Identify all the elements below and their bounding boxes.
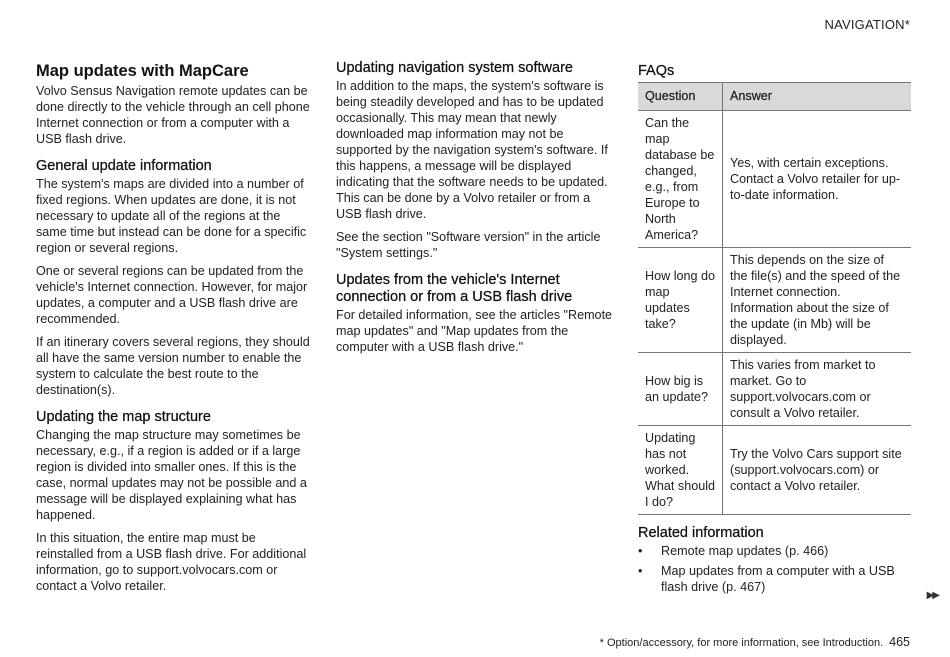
- bullet-icon: •: [638, 544, 643, 558]
- related-link-label: Map updates from a computer with a USB flash drive (p. 467): [661, 564, 895, 594]
- faq-header-question: Question: [638, 83, 723, 111]
- faq-question: How long do map updates take?: [638, 248, 723, 353]
- column-middle: [336, 60, 614, 362]
- faq-question: Can the map database be changed, e.g., from Europe to North America?: [638, 111, 723, 248]
- general-update-heading: General update information: [36, 158, 212, 174]
- column-left: [36, 60, 314, 601]
- software-update-paragraph-2: See the section "Software version" in the article "System settings.": [336, 230, 601, 260]
- intro-paragraph: Volvo Sensus Navigation remote updates can be done directly to the vehicle through an cell phone Internet connection or from a computer with a USB flash drive.: [36, 84, 310, 146]
- page-title: Map updates with MapCare: [36, 62, 249, 80]
- related-links-list: [638, 543, 912, 595]
- faq-question: How big is an update?: [638, 353, 723, 426]
- map-structure-paragraph-2: In this situation, the entire map must be reinstalled from a USB flash drive. For additional information, go to support.volvocars.com or contact a Volvo retailer.: [36, 531, 307, 593]
- related-link-remote-map-updates[interactable]: [638, 543, 912, 559]
- related-information-heading: Related information: [638, 525, 764, 541]
- general-update-paragraph-3: If an itinerary covers several regions, they should all have the same version number to enable the system to calculate the best route to the destination(s).: [36, 335, 310, 397]
- internet-usb-paragraph: For detailed information, see the articles "Remote map updates" and "Map updates from the computer with a USB flash drive.": [336, 308, 613, 354]
- faq-row: [638, 353, 911, 426]
- faq-header-answer: Answer: [723, 83, 912, 111]
- faq-row: [638, 426, 911, 515]
- bullet-icon: •: [638, 564, 643, 578]
- software-update-paragraph-1: In addition to the maps, the system's software is being steadily developed and has to be updated occasionally. This may mean that newly downloaded map information may not be supported by the navigation system's software. If this happens, a message will be displayed indicating that the software needs to be updated. This can be done by a Volvo retailer or from a USB flash drive.: [336, 79, 608, 221]
- related-link-usb-map-updates[interactable]: [638, 563, 912, 595]
- faq-table: [638, 82, 911, 515]
- faq-header-row: [638, 83, 911, 111]
- general-update-paragraph-2: One or several regions can be updated from the vehicle's Internet connection. However, for major updates, a computer and a USB flash drive are recommended.: [36, 264, 308, 326]
- software-update-heading: Updating navigation system software: [336, 60, 573, 76]
- faq-row: [638, 111, 911, 248]
- page-number: 465: [889, 635, 910, 649]
- column-right: [638, 60, 912, 599]
- faq-answer: Yes, with certain exceptions. Contact a Volvo retailer for up-to-date information.: [723, 111, 912, 248]
- faq-answer: Try the Volvo Cars support site (support.volvocars.com) or contact a Volvo retailer.: [723, 426, 912, 515]
- next-page-icon[interactable]: ▶▶: [926, 590, 938, 601]
- section-header: NAVIGATION*: [824, 17, 910, 32]
- page-footer: [600, 634, 910, 651]
- footnote: * Option/accessory, for more information, see Introduction.: [599, 637, 884, 649]
- faq-answer: This varies from market to market. Go to support.volvocars.com or consult a Volvo retailer.: [723, 353, 912, 426]
- faq-title: FAQs: [638, 63, 675, 79]
- related-information: [638, 525, 912, 595]
- map-structure-paragraph-1: Changing the map structure may sometimes be necessary, e.g., if a region is added or if a large region is divided into smaller ones. If this is the case, normal updates may not be possible and a message will be displayed explaining what has happened.: [36, 428, 307, 522]
- related-link-label: Remote map updates (p. 466): [661, 544, 829, 558]
- map-structure-heading: Updating the map structure: [36, 409, 211, 425]
- faq-answer: This depends on the size of the file(s) and the speed of the Internet connection. Information about the size of the update (in Mb) will be displayed.: [723, 248, 912, 353]
- faq-question: Updating has not worked. What should I do?: [638, 426, 723, 515]
- internet-usb-heading: Updates from the vehicle's Internet connection or from a USB flash drive: [336, 272, 573, 305]
- faq-row: [638, 248, 911, 353]
- general-update-paragraph-1: The system's maps are divided into a number of fixed regions. When updates are done, it is not necessary to update all of the regions at the same time but instead can be done for a specific region or several regions.: [36, 177, 307, 255]
